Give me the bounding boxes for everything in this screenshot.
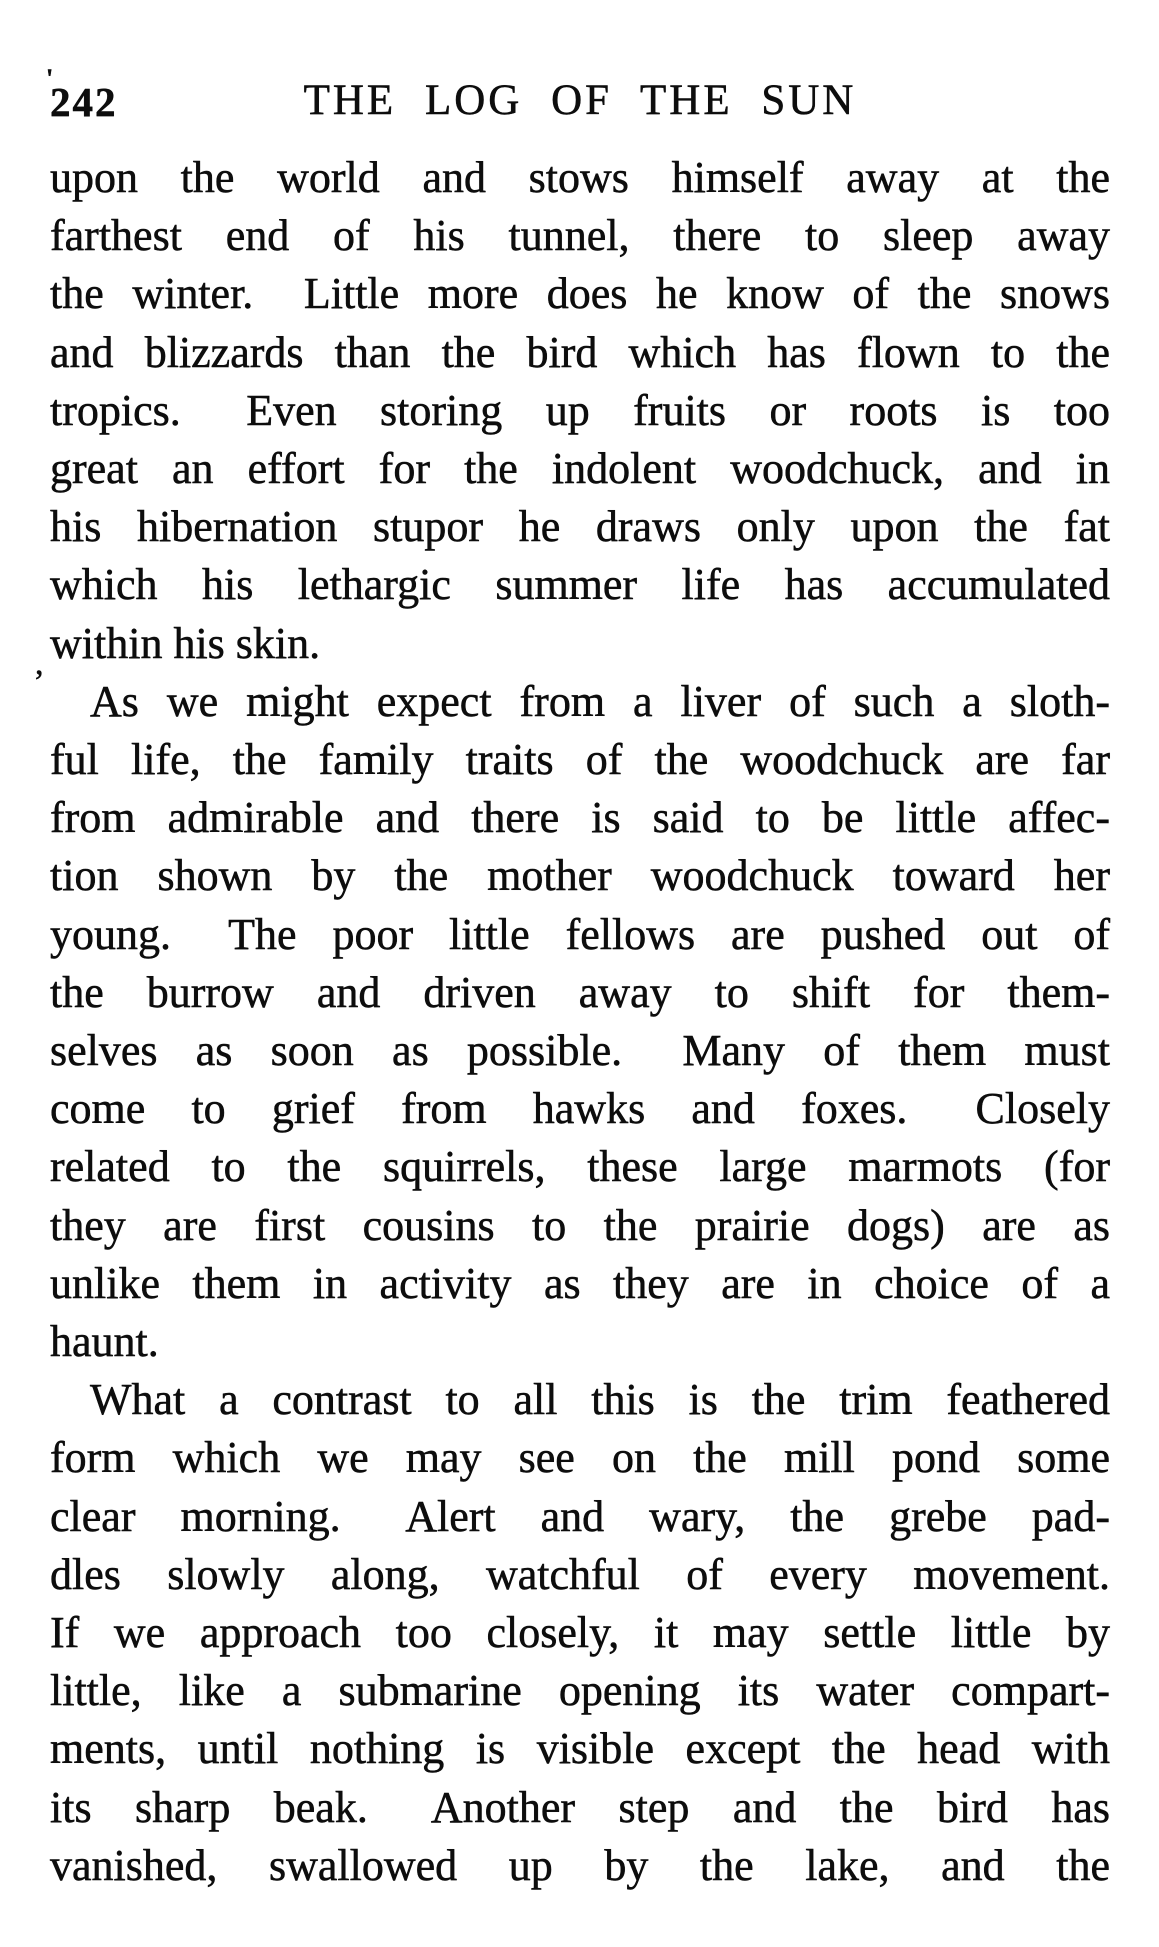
text-line: form which we may see on the mill pond some <box>50 1433 1110 1483</box>
text-line: which his lethargic summer life has accumulated <box>50 560 1110 610</box>
text-line: little, like a submarine opening its water compart- <box>50 1666 1110 1716</box>
text-line: unlike them in activity as they are in choice of a <box>50 1258 1110 1308</box>
text-line: and blizzards than the bird which has flown to the <box>50 327 1110 377</box>
ink-speck-artifact: ' <box>46 64 54 93</box>
text-line: they are first cousins to the prairie dogs) are as <box>50 1200 1110 1250</box>
text-line: ful life, the family traits of the woodchuck are far <box>50 735 1110 785</box>
text-line: the winter. Little more does he know of the snows <box>50 269 1110 319</box>
running-header <box>46 64 1110 126</box>
text-line: related to the squirrels, these large marmots (for <box>50 1142 1110 1192</box>
ink-speck-artifact: , <box>35 644 44 682</box>
text-line: haunt. <box>50 1317 159 1367</box>
text-line: upon the world and stows himself away at the <box>50 153 1110 202</box>
text-line: What a contrast to all this is the trim feathered <box>90 1375 1110 1425</box>
text-line: tion shown by the mother woodchuck toward her <box>50 851 1110 901</box>
text-line: selves as soon as possible. Many of them must <box>50 1026 1110 1076</box>
text-line: his hibernation stupor he draws only upon the fat <box>50 502 1110 552</box>
page-number: 242 <box>50 79 118 125</box>
text-line: As we might expect from a liver of such a sloth- <box>90 676 1110 726</box>
page-number-wrap <box>46 64 118 125</box>
text-line: its sharp beak. Another step and the bird has <box>50 1782 1110 1832</box>
text-line-content: within his skin. <box>50 618 321 668</box>
running-title: THE LOG OF THE SUN <box>303 77 857 124</box>
text-line: from admirable and there is said to be little affec- <box>50 793 1110 843</box>
text-line: young. The poor little fellows are pushed out of <box>50 909 1110 959</box>
text-line: clear morning. Alert and wary, the grebe pad- <box>50 1491 1110 1541</box>
text-line: come to grief from hawks and foxes. Closely <box>50 1084 1110 1134</box>
text-line: dles slowly along, watchful of every movement. <box>50 1549 1110 1599</box>
text-line: great an effort for the indolent woodchuck, and in <box>50 444 1110 494</box>
text-line: tropics. Even storing up fruits or roots is too <box>50 385 1110 435</box>
text-line: ments, until nothing is visible except the head with <box>50 1724 1110 1774</box>
text-line: vanished, swallowed up by the lake, and the <box>50 1840 1110 1890</box>
text-line: the burrow and driven away to shift for them- <box>50 967 1110 1017</box>
text-line: farthest end of his tunnel, there to sleep away <box>50 211 1110 261</box>
body-text-block <box>35 149 1110 1895</box>
text-line <box>35 615 1110 682</box>
text-line: If we approach too closely, it may settle little by <box>50 1608 1110 1658</box>
